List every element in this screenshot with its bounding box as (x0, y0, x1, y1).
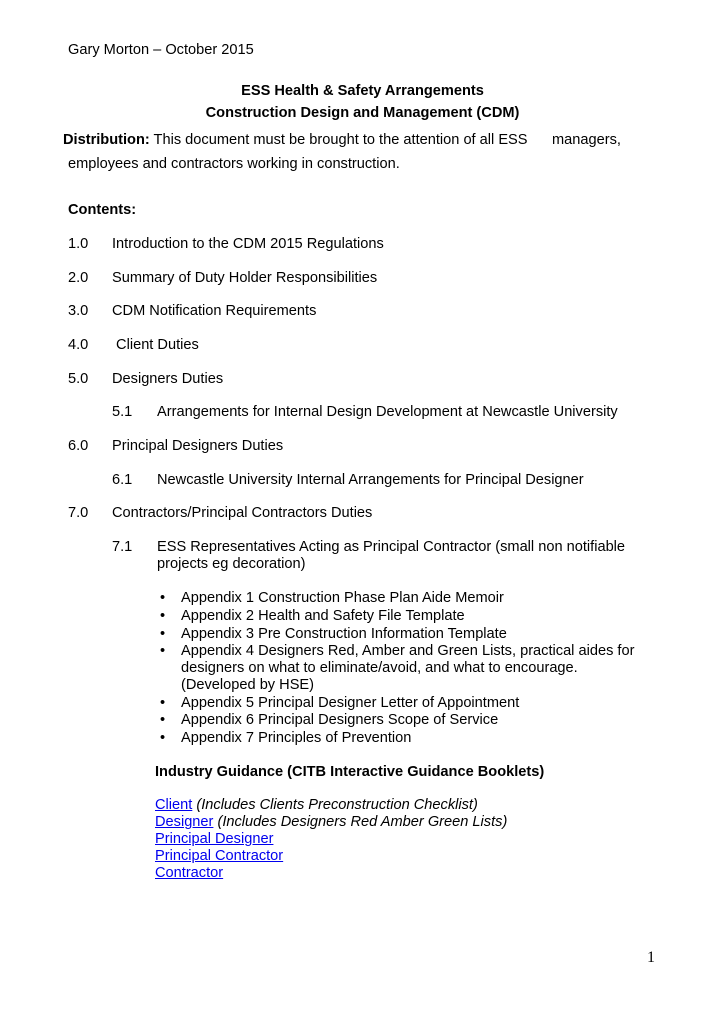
toc-item: CDM Notification Requirements (112, 303, 317, 319)
toc-item-continued: projects eg decoration) (157, 556, 306, 572)
toc-item: Contractors/Principal Contractors Duties (112, 505, 373, 521)
toc-number: 1.0 (68, 236, 89, 252)
toc-number: 6.0 (68, 438, 89, 454)
list-item: Appendix 1 Construction Phase Plan Aide Memoir (181, 590, 504, 606)
toc-number: 3.0 (68, 303, 89, 319)
link-note: (Includes Clients Preconstruction Checklist) (192, 797, 478, 813)
bullet-icon: • (160, 643, 166, 659)
bullet-icon: • (160, 695, 166, 711)
distribution-text: This document must be brought to the attention of all ESS (153, 132, 528, 148)
toc-item: Introduction to the CDM 2015 Regulations (112, 236, 384, 252)
toc-item: Client Duties (112, 337, 199, 353)
bullet-icon: • (160, 730, 166, 746)
toc-item: Designers Duties (112, 371, 224, 387)
toc-item: ESS Representatives Acting as Principal Contractor (small non notifiable (157, 539, 626, 555)
list-item: Appendix 4 Designers Red, Amber and Green Lists, practical aides for (181, 643, 635, 659)
toc-item: Summary of Duty Holder Responsibilities (112, 270, 378, 286)
toc-number: 5.0 (68, 371, 89, 387)
toc-number: 6.1 (112, 472, 133, 488)
distribution-text-end: managers, (552, 132, 621, 148)
guidance-row (155, 796, 478, 814)
document-title: ESS Health & Safety Arrangements (241, 83, 484, 99)
designer-link[interactable]: Designer (155, 814, 214, 830)
toc-item: Arrangements for Internal Design Development at Newcastle University (157, 404, 618, 420)
list-item: Appendix 7 Principles of Prevention (181, 730, 412, 746)
toc-number: 4.0 (68, 337, 89, 353)
link-note: (Includes Designers Red Amber Green Lists) (217, 814, 508, 830)
toc-item: Principal Designers Duties (112, 438, 284, 454)
list-item-continued: (Developed by HSE) (181, 677, 315, 693)
document-header: Gary Morton – October 2015 (68, 42, 254, 58)
toc-number: 2.0 (68, 270, 89, 286)
toc-number: 7.1 (112, 539, 133, 555)
client-link[interactable]: Client (155, 797, 193, 813)
bullet-icon: • (160, 626, 166, 642)
bullet-icon: • (160, 608, 166, 624)
toc-number: 7.0 (68, 505, 89, 521)
list-item-continued: designers on what to eliminate/avoid, and what to encourage. (181, 660, 578, 676)
list-item: Appendix 6 Principal Designers Scope of Service (181, 712, 499, 728)
guidance-row (155, 813, 507, 831)
list-item: Appendix 3 Pre Construction Information Template (181, 626, 507, 642)
contractor-link[interactable]: Contractor (155, 865, 224, 881)
toc-number: 5.1 (112, 404, 133, 420)
distribution-line (63, 131, 528, 149)
bullet-icon: • (160, 712, 166, 728)
distribution-line-2: employees and contractors working in construction. (68, 156, 400, 172)
principal-designer-link[interactable]: Principal Designer (155, 831, 274, 847)
distribution-label: Distribution: (63, 132, 150, 148)
toc-item: Newcastle University Internal Arrangements for Principal Designer (157, 472, 584, 488)
contents-heading: Contents: (68, 202, 137, 218)
list-item: Appendix 2 Health and Safety File Template (181, 608, 465, 624)
principal-contractor-link[interactable]: Principal Contractor (155, 848, 284, 864)
guidance-heading: Industry Guidance (CITB Interactive Guidance Booklets) (155, 764, 545, 780)
bullet-icon: • (160, 590, 166, 606)
document-subtitle: Construction Design and Management (CDM) (205, 105, 520, 121)
list-item: Appendix 5 Principal Designer Letter of Appointment (181, 695, 520, 711)
page-number: 1 (647, 949, 655, 966)
